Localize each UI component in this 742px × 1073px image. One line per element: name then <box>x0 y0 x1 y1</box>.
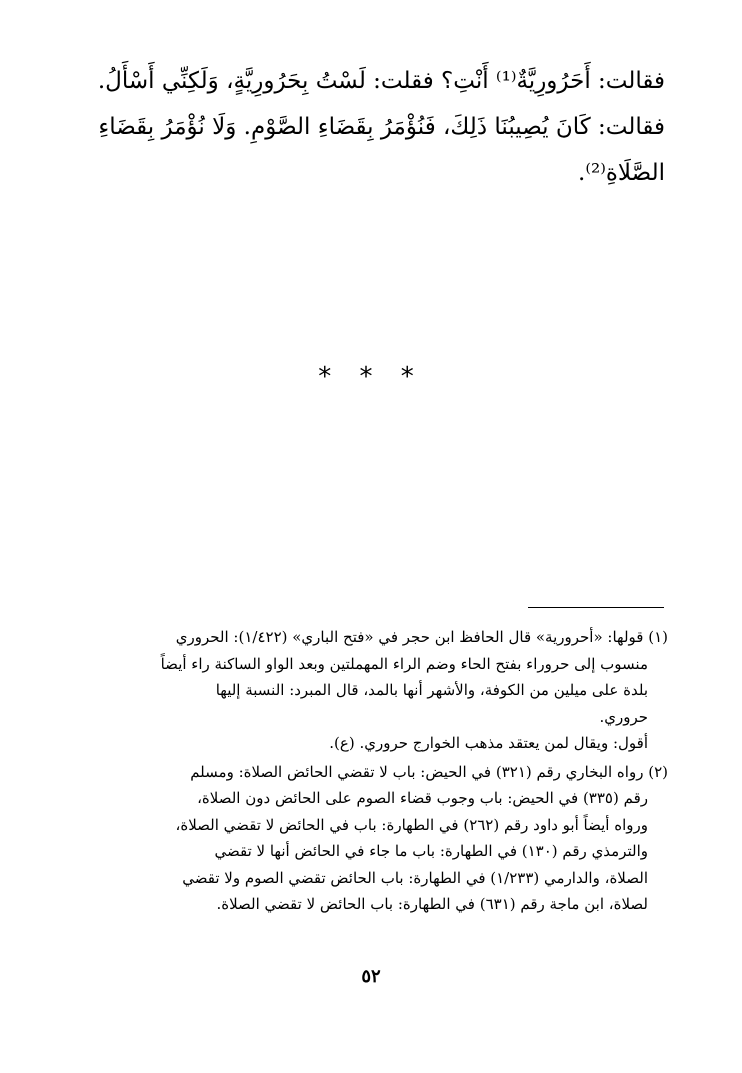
footnote-line: (٢) رواه البخاري رقم (٣٢١) في الحيض: باب لا تقضي الحائض الصلاة: ومسلم <box>190 762 668 781</box>
page-number: ٥٢ <box>361 966 381 987</box>
main-text-block <box>97 58 665 196</box>
footnote-comment: أقول: ويقال لمن يعتقد مذهب الخوارج حروري. (ع). <box>329 734 648 752</box>
footnote-line: منسوب إلى حروراء بفتح الحاء وضم الراء المهملتين وبعد الواو الساكنة راء أيضاً <box>160 654 648 673</box>
footnote-line: حروري. <box>599 707 648 726</box>
footnote-line: ورواه أيضاً أبو داود رقم (٢٦٢) في الطهارة: باب في الحائض لا تقضي الصلاة، <box>175 815 648 834</box>
footnote-1 <box>110 624 668 757</box>
main-text-line: فقالت: كَانَ يُصِيبُنَا ذَلِكَ، فَنُؤْمَرُ بِقَضَاءِ الصَّوْمِ. وَلَا نُؤْمَرُ بِقَضَاءِ <box>98 114 665 140</box>
footnote-line: والترمذي رقم (١٣٠) في الطهارة: باب ما جاء في الحائض أنها لا تقضي <box>214 842 648 860</box>
section-divider-stars: * * * <box>318 362 424 392</box>
footnote-line: بلدة على ميلين من الكوفة، والأشهر أنها بالمد، قال المبرد: النسبة إليها <box>215 681 648 699</box>
footnote-separator-rule <box>528 607 664 608</box>
footnote-line: رقم (٣٣٥) في الحيض: باب وجوب قضاء الصوم على الحائض دون الصلاة، <box>197 789 648 807</box>
main-text-line: الصَّلَاةِ⁽²⁾. <box>578 160 665 186</box>
footnote-line: الصلاة، والدارمي (١/٢٣٣) في الطهارة: باب الحائض تقضي الصوم ولا تقضي <box>182 868 648 887</box>
footnote-line: لصلاة، ابن ماجة رقم (٦٣١) في الطهارة: باب الحائض لا تقضي الصلاة. <box>216 895 648 913</box>
footnote-2 <box>110 759 668 918</box>
footnotes-block <box>110 624 668 920</box>
footnote-line: (١) قولها: «أحرورية» قال الحافظ ابن حجر في «فتح الباري» (١/٤٢٢): الحروري <box>175 628 668 646</box>
main-text-line: فقالت: أَحَرُورِيَّةٌ⁽¹⁾ أَنْتِ؟ فقلت: لَسْتُ بِحَرُورِيَّةٍ، وَلَكِنِّي أَسْأَلُ. <box>97 68 665 94</box>
